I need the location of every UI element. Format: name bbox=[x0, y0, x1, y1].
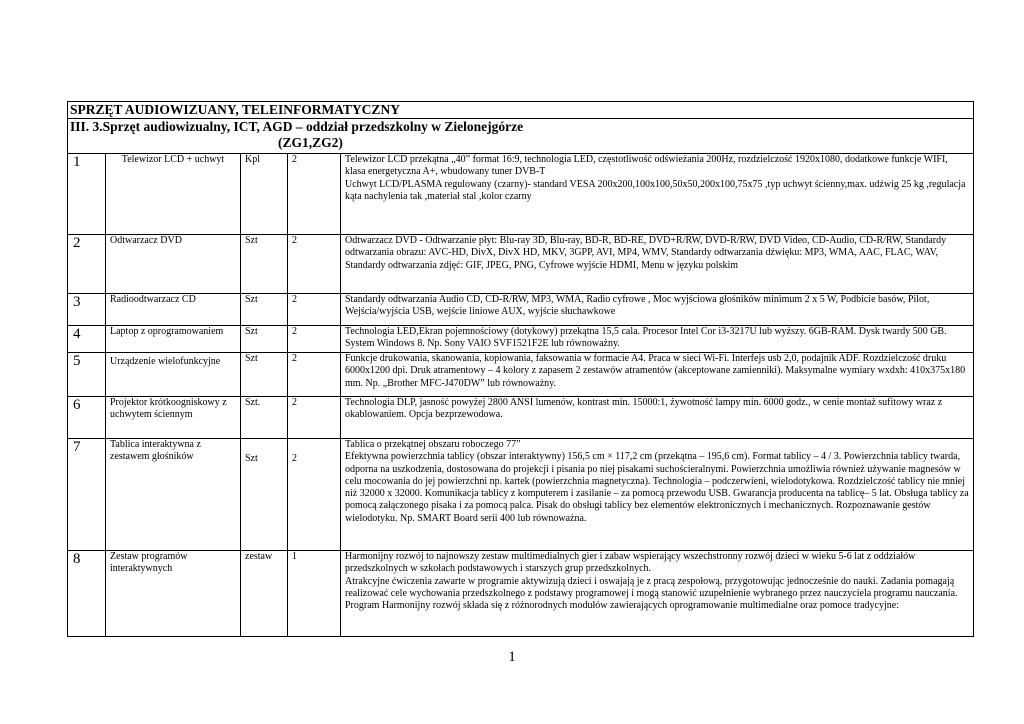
item-quantity: 2 bbox=[288, 235, 341, 294]
item-unit: zestaw bbox=[241, 551, 288, 637]
table-row bbox=[68, 353, 974, 397]
item-description: Telewizor LCD przekątna „40” format 16:9, technologia LED, częstotliwość odświeżania 200Hz, rozdzielczość 1920x1080, dodatkowe funkcje WIFI, klasa energetyczna A+, wbudowany tuner DVB-T Uchwyt LCD/PLASMA regulowany (czarny)- standard VESA 200x200,100x100,50x50,200x100,75x75 ,typ uchwyt ścienny,max. udźwig 25 kg ,regulacja kąta nachylenia tak ,materiał stal ,kolor czarny bbox=[341, 154, 974, 235]
item-description: Odtwarzacz DVD - Odtwarzanie płyt: Blu-ray 3D, Blu-ray, BD-R, BD-RE, DVD+R/RW, DVD-R/RW, DVD Video, CD-Audio, CD-R/RW, Standardy odtwarzania obrazu: AVC-HD, DivX, DivX HD, MKV, 3GPP, AVI, MP4, WMV, Standardy odtwarzania dźwięku: MP3, WMA, AAC, FLAC, WAV, Standardy odtwarzania zdjęć: GIF, JPEG, PNG, Cyfrowe wyjście HDMI, Menu w języku polskim bbox=[341, 235, 974, 294]
item-name: Radioodtwarzacz CD bbox=[106, 294, 241, 326]
table-title-row bbox=[68, 102, 974, 119]
table-row bbox=[68, 294, 974, 326]
item-unit: Kpl bbox=[241, 154, 288, 235]
row-number: 2 bbox=[68, 235, 106, 294]
table-title: SPRZĘT AUDIOWIZUANY, TELEINFORMATYCZNY bbox=[68, 102, 974, 119]
item-quantity: 1 bbox=[288, 551, 341, 637]
item-description: Technologia DLP, jasność powyżej 2800 ANSI lumenów, kontrast min. 15000:1, żywotność lampy min. 6000 godz., w cenie montaż sufitowy wraz z okablowaniem. Opcja bezprzewodowa. bbox=[341, 397, 974, 439]
row-number: 4 bbox=[68, 326, 106, 353]
item-unit: Szt. bbox=[241, 397, 288, 439]
equipment-table bbox=[67, 101, 974, 637]
item-quantity: 2 bbox=[288, 353, 341, 397]
row-number: 6 bbox=[68, 397, 106, 439]
table-row bbox=[68, 235, 974, 294]
item-name: Projektor krótkoogniskowy z uchwytem ściennym bbox=[106, 397, 241, 439]
item-unit: Szt bbox=[241, 294, 288, 326]
item-name: Zestaw programów interaktywnych bbox=[106, 551, 241, 637]
item-unit: Szt bbox=[241, 235, 288, 294]
table-row bbox=[68, 326, 974, 353]
item-unit: Szt bbox=[241, 326, 288, 353]
table-row bbox=[68, 439, 974, 551]
item-quantity: 2 bbox=[288, 326, 341, 353]
table-row bbox=[68, 154, 974, 235]
row-number: 3 bbox=[68, 294, 106, 326]
section-heading-line2: (ZG1,ZG2) bbox=[278, 135, 343, 150]
item-name: Odtwarzacz DVD bbox=[106, 235, 241, 294]
section-heading-line1: III. 3.Sprzęt audiowizualny, ICT, AGD – oddział przedszkolny w Zielonejgórze bbox=[70, 119, 524, 134]
item-description: Tablica o przekątnej obszaru roboczego 77” Efektywna powierzchnia tablicy (obszar interaktywny) 156,5 cm × 117,2 cm (przekątna – 195,6 cm). Format tablicy – 4 / 3. Powierzchnia tablicy twarda, odporna na uszkodzenia, dostosowana do projekcji i pisania po niej pisakami suchościeralnymi. Powierzchnia umożliwia również używanie magnesów w celu mocowania do jej powierzchni np. kartek (powierzchnia magnetyczna). Technologia – podczerwieni, wielodotykowa. Rozdzielczość tablicy nie mniej niż 32000 x 32000. Komunikacja tablicy z komputerem i zasilanie – za pomocą przewodu USB. Gwarancja producenta na tablicę– 5 lat. Obsługa tablicy za pomocą załączonego pisaka i za pomocą palca. Pisak do obsługi tablicy bez elementów elektronicznych i mechanicznych. Rozpoznawanie gestów wielodotyku. Np. SMART Board serii 400 lub równoważna. bbox=[341, 439, 974, 551]
item-unit: Szt bbox=[241, 353, 288, 397]
item-description: Standardy odtwarzania Audio CD, CD-R/RW, MP3, WMA, Radio cyfrowe , Moc wyjściowa głośników minimum 2 x 5 W, Podbicie basów, Pilot, Wejścia/wyjścia USB, wejście liniowe AUX, wyjście słuchawkowe bbox=[341, 294, 974, 326]
table-row bbox=[68, 551, 974, 637]
item-name: Tablica interaktywna z zestawem głośników bbox=[106, 439, 241, 551]
item-quantity: 2 bbox=[288, 154, 341, 235]
item-name: Urządzenie wielofunkcyjne bbox=[106, 353, 241, 397]
item-description: Technologia LED,Ekran pojemnościowy (dotykowy) przekątna 15,5 cala. Procesor Intel Cor i3-3217U lub wyższy. 6GB-RAM. Dysk twardy 500 GB. System Windows 8. Np. Sony VAIO SVF1521F2E lub równoważny. bbox=[341, 326, 974, 353]
item-quantity: 2 bbox=[288, 294, 341, 326]
item-unit: Szt bbox=[241, 439, 288, 551]
item-quantity: 2 bbox=[288, 439, 341, 551]
row-number: 8 bbox=[68, 551, 106, 637]
section-heading bbox=[68, 119, 974, 154]
row-number: 1 bbox=[68, 154, 106, 235]
table-row bbox=[68, 397, 974, 439]
item-name: Laptop z oprogramowaniem bbox=[106, 326, 241, 353]
item-description: Funkcje drukowania, skanowania, kopiowania, faksowania w formacie A4. Praca w sieci Wi-Fi. Interfejs usb 2,0, podajnik ADF. Rozdzielczość druku 6000x1200 dpi. Druk atramentowy – 4 kolory z zapasem 2 zestawów atramentów (akceptowane zamienniki). Maksymalne wymiary wxdxh: 410x375x180 mm. Np. „Brother MFC-J470DW” lub równoważny. bbox=[341, 353, 974, 397]
section-heading-row bbox=[68, 119, 974, 154]
item-description: Harmonijny rozwój to najnowszy zestaw multimedialnych gier i zabaw wspierający wszechstronny rozwój dzieci w wieku 5-6 lat z oddziałów przedszkolnych w szkołach podstawowych i starszych grup przedszkolnych. Atrakcyjne ćwiczenia zawarte w programie aktywizują dzieci i oswajają je z pracą zespołową, przygotowując jednocześnie do nauki. Zadania pomagają realizować cele wychowania przedszkolnego z podstawy programowej i mogą stanowić uzupełnienie wybranego przez nauczyciela programu nauczania. Program Harmonijny rozwój składa się z różnorodnych modułów zawierających oprogramowanie multimedialne oraz pomoce tradycyjne: bbox=[341, 551, 974, 637]
page-number: 1 bbox=[508, 649, 516, 665]
row-number: 5 bbox=[68, 353, 106, 397]
item-quantity: 2 bbox=[288, 397, 341, 439]
item-name: Telewizor LCD + uchwyt bbox=[106, 154, 241, 235]
row-number: 7 bbox=[68, 439, 106, 551]
